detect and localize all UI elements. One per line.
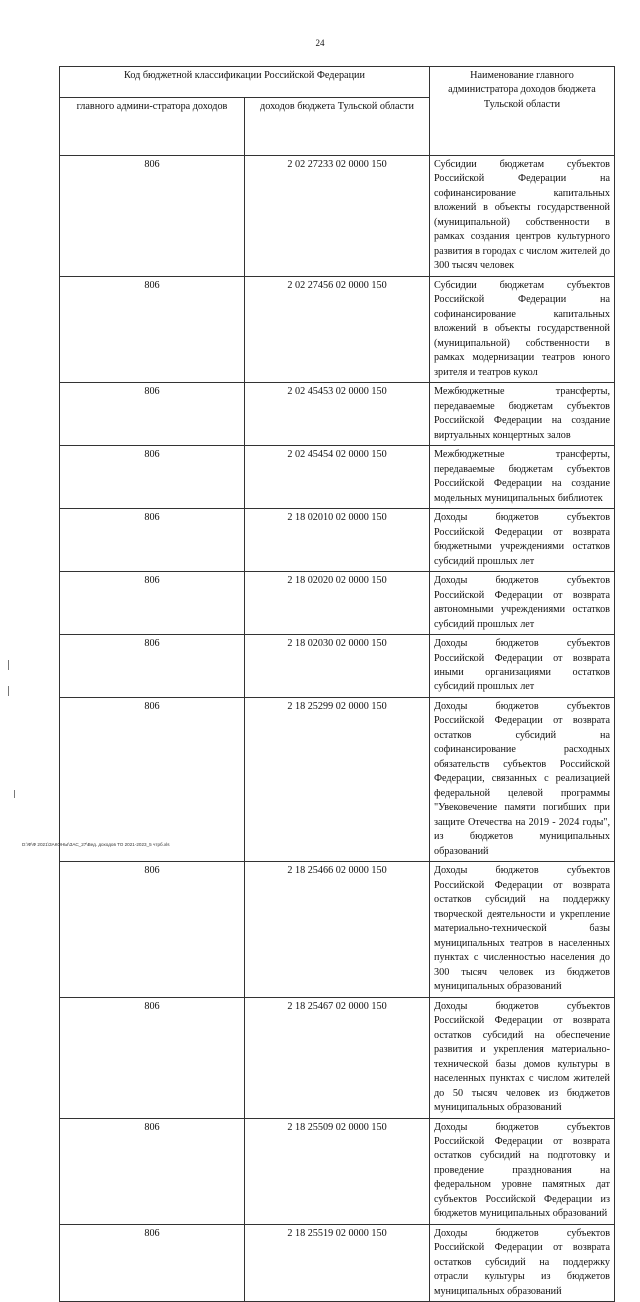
- table-row: [60, 156, 615, 277]
- table-row: [60, 446, 615, 509]
- table-row: [60, 997, 615, 1118]
- admin-name-header: Наименование главного администратора доходов бюджета Тульской области: [430, 67, 615, 156]
- income-code-cell: 2 18 25466 02 0000 150: [245, 862, 430, 997]
- margin-mark: [8, 660, 9, 670]
- income-code-cell: 2 18 25519 02 0000 150: [245, 1224, 430, 1301]
- admin-code-cell: 806: [60, 635, 245, 698]
- income-code-cell: 2 02 27456 02 0000 150: [245, 276, 430, 382]
- income-code-cell: 2 02 27233 02 0000 150: [245, 156, 430, 277]
- income-code-cell: 2 18 25509 02 0000 150: [245, 1118, 430, 1224]
- income-code-cell: 2 18 02020 02 0000 150: [245, 572, 430, 635]
- income-name-cell: Субсидии бюджетам субъектов Российской Федерации на софинансирование капитальных вложений в объекты государственной (муниципальной) собственности в рамках создания центров культурного развития в городах с числом жителей до 300 тысяч человек: [430, 156, 615, 277]
- admin-code-cell: 806: [60, 1224, 245, 1301]
- admin-code-cell: 806: [60, 572, 245, 635]
- income-name-cell: Доходы бюджетов субъектов Российской Федерации от возврата бюджетными учреждениями остатков субсидий прошлых лет: [430, 509, 615, 572]
- admin-column-header: главного админи-стратора доходов: [60, 98, 245, 156]
- table-row: [60, 383, 615, 446]
- table-row: [60, 635, 615, 698]
- table-row: [60, 572, 615, 635]
- table-row: [60, 697, 615, 861]
- table-row: [60, 862, 615, 997]
- income-name-cell: Субсидии бюджетам субъектов Российской Федерации на софинансирование капитальных вложений в объекты государственной (муниципальной) собственности в рамках модернизации театров юного зрителя и театров кукол: [430, 276, 615, 382]
- budget-classification-table: [59, 66, 615, 1302]
- income-name-cell: Доходы бюджетов субъектов Российской Федерации от возврата остатков субсидий на поддержку творческой деятельности и укрепление материально-технической базы муниципальных театров в населенных пунктах с численностью населения до 300 тысяч человек из бюджетов муниципальных образований: [430, 862, 615, 997]
- admin-code-cell: 806: [60, 697, 245, 861]
- admin-code-cell: 806: [60, 509, 245, 572]
- income-name-cell: Доходы бюджетов субъектов Российской Федерации от возврата остатков субсидий на софинансирование расходных обязательств субъектов Российской Федерации, связанных с реализацией федеральной целевой программы "Увековечение памяти погибших при защите Отечества на 2019 - 2024 годы", из бюджетов муниципальных образований: [430, 697, 615, 861]
- admin-code-cell: 806: [60, 1118, 245, 1224]
- income-code-cell: 2 18 25467 02 0000 150: [245, 997, 430, 1118]
- income-name-cell: Доходы бюджетов субъектов Российской Федерации от возврата остатков субсидий на обеспечение развития и укрепления материально-технической базы домов культуры в населенных пунктах с числом жителей до 50 тысяч человек из бюджетов муниципальных образований: [430, 997, 615, 1118]
- income-name-cell: Межбюджетные трансферты, передаваемые бюджетам субъектов Российской Федерации на создание виртуальных концертных залов: [430, 383, 615, 446]
- admin-code-cell: 806: [60, 383, 245, 446]
- kbk-group-header: Код бюджетной классификации Российской Федерации: [60, 67, 430, 98]
- table-row: [60, 1224, 615, 1301]
- income-code-cell: 2 18 02030 02 0000 150: [245, 635, 430, 698]
- income-name-cell: Межбюджетные трансферты, передаваемые бюджетам субъектов Российской Федерации на создание модельных муниципальных библиотек: [430, 446, 615, 509]
- income-code-cell: 2 18 25299 02 0000 150: [245, 697, 430, 861]
- admin-code-cell: 806: [60, 862, 245, 997]
- footer-file-path: D:\Ф\Ф 2021\ЗАКОНЫ\ЗАС_27\Вед. доходов ТО 2021-2023_5 чтрб.xls: [22, 842, 170, 847]
- table-row: [60, 276, 615, 382]
- admin-code-cell: 806: [60, 156, 245, 277]
- income-code-cell: 2 02 45453 02 0000 150: [245, 383, 430, 446]
- income-name-cell: Доходы бюджетов субъектов Российской Федерации от возврата автономными учреждениями остатков субсидий прошлых лет: [430, 572, 615, 635]
- margin-mark: [14, 790, 15, 798]
- table-row: [60, 509, 615, 572]
- margin-mark: [8, 686, 9, 696]
- table-row: [60, 1118, 615, 1224]
- income-code-cell: 2 18 02010 02 0000 150: [245, 509, 430, 572]
- admin-code-cell: 806: [60, 446, 245, 509]
- admin-code-cell: 806: [60, 276, 245, 382]
- income-name-cell: Доходы бюджетов субъектов Российской Федерации от возврата остатков субсидий на поддержку отрасли культуры из бюджетов муниципальных образований: [430, 1224, 615, 1301]
- page-number: 24: [315, 38, 325, 48]
- income-name-cell: Доходы бюджетов субъектов Российской Федерации от возврата иными организациями остатков субсидий прошлых лет: [430, 635, 615, 698]
- income-code-cell: 2 02 45454 02 0000 150: [245, 446, 430, 509]
- income-column-header: доходов бюджета Тульской области: [245, 98, 430, 156]
- income-name-cell: Доходы бюджетов субъектов Российской Федерации от возврата остатков субсидий на подготовку и проведение празднования на федеральном уровне памятных дат субъектов Российской Федерации из бюджетов муниципальных образований: [430, 1118, 615, 1224]
- admin-code-cell: 806: [60, 997, 245, 1118]
- table-body: [60, 156, 615, 1302]
